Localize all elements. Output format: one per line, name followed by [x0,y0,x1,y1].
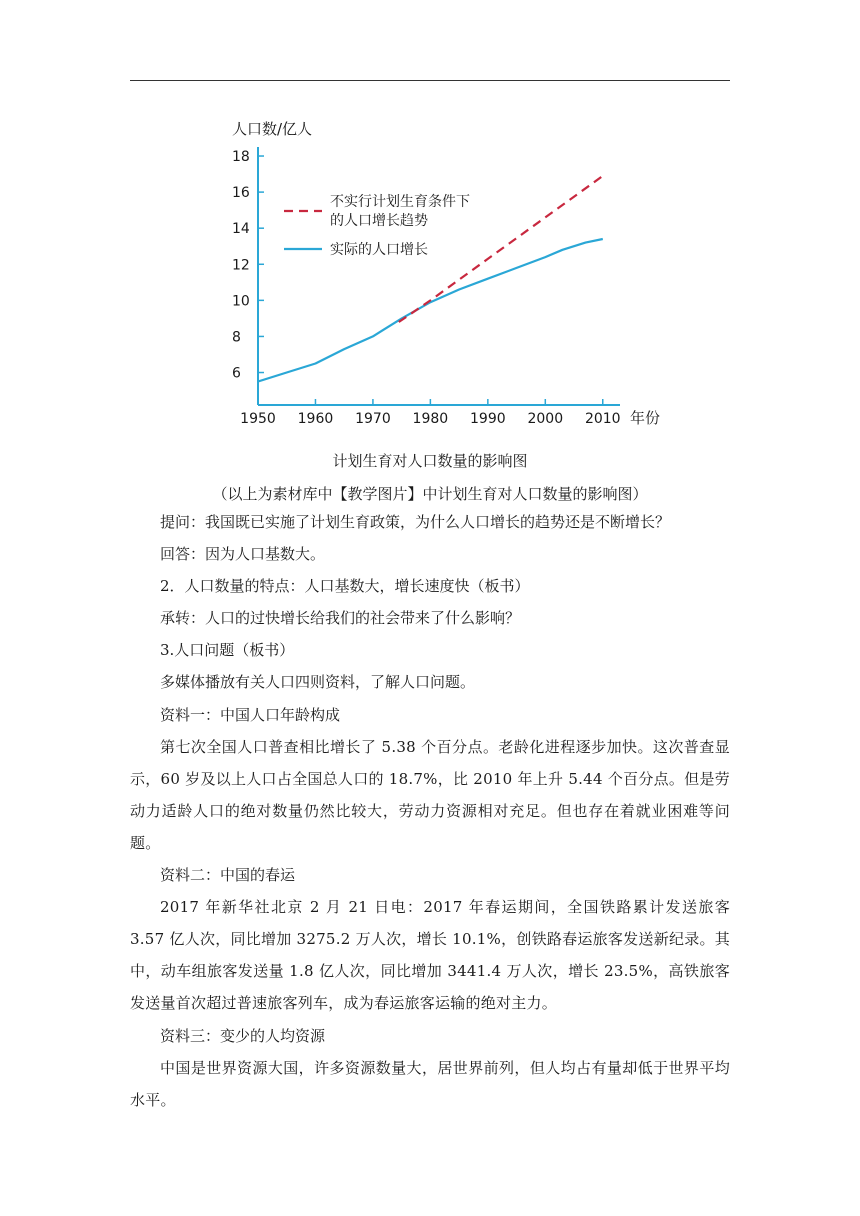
y-tick-label: 10 [232,293,250,310]
legend-label-no-family-planning-line1: 不实行计划生育条件下 [330,194,470,210]
y-tick-label: 16 [232,185,250,202]
paragraph-material-2-body: 2017 年新华社北京 2 月 21 日电：2017 年春运期间，全国铁路累计发送旅客 3.57 亿人次，同比增加 3275.2 万人次，增长 10.1%，创铁路春运旅客发送新纪录。其中，动车组旅客发送量 1.8 亿人次，同比增加 3441.4 万人次，增长 23.5%，高铁旅客发送量首次超过普速旅客列车，成为春运旅客运输的绝对主力。 [130,898,730,1013]
y-tick-label: 18 [232,149,250,166]
legend-label-actual-growth: 实际的人口增长 [330,242,428,258]
population-chart [220,112,680,432]
x-tick-label: 1990 [470,411,506,427]
x-tick-label: 2000 [527,411,564,427]
x-axis-title: 年份 [630,409,661,427]
x-tick-label: 1960 [297,411,334,427]
paragraph-question: 提问：我国既已实施了计划生育政策，为什么人口增长的趋势还是不断增长？ [160,513,671,531]
y-tick-label: 14 [232,221,250,238]
y-tick-label: 8 [232,329,241,346]
x-tick-label: 1980 [412,411,449,427]
paragraph-answer: 回答：因为人口基数大。 [160,545,326,564]
legend-label-no-family-planning-line2: 的人口增长趋势 [330,213,428,229]
paragraph-material-3-body: 中国是世界资源大国，许多资源数量大，居世界前列，但人均占有量却低于世界平均水平。 [130,1058,730,1109]
y-tick-label: 6 [232,365,241,382]
paragraph-transition: 承转：人口的过快增长给我们的社会带来了什么影响？ [160,609,521,628]
figure-caption: 计划生育对人口数量的影响图 [332,452,528,470]
paragraph-population-features: 2．人口数量的特点：人口基数大，增长速度快（板书） [160,577,530,596]
paragraph-material-1-body: 第七次全国人口普查相比增长了 5.38 个百分点。老龄化进程逐步加快。这次普查显示，60 岁及以上人口占全国总人口的 18.7%，比 2010 年上升 5.44 个百分点。但是劳动力适龄人口的绝对数量仍然比较大，劳动力资源相对充足。但也存在着就业困难等问题。 [130,737,730,852]
header-rule [130,80,730,81]
y-axis-title: 人口数/亿人 [232,120,313,138]
x-tick-label: 1970 [355,411,391,427]
trend-line-actual-growth [258,239,603,382]
paragraph-multimedia: 多媒体播放有关人口四则资料，了解人口问题。 [160,673,476,692]
body-text [130,506,730,1116]
paragraph-material-3-title: 资料三：变少的人均资源 [160,1026,326,1045]
x-tick-label: 1950 [240,411,276,427]
paragraph-population-problems: 3.人口问题（板书） [160,641,295,660]
paragraph-material-2-title: 资料二：中国的春运 [160,866,296,885]
x-tick-label: 2010 [584,411,621,427]
y-tick-label: 12 [232,257,250,274]
paragraph-material-1-title: 资料一：中国人口年龄构成 [160,705,341,724]
figure-source-note: （以上为素材库中【教学图片】中计划生育对人口数量的影响图） [212,485,648,503]
